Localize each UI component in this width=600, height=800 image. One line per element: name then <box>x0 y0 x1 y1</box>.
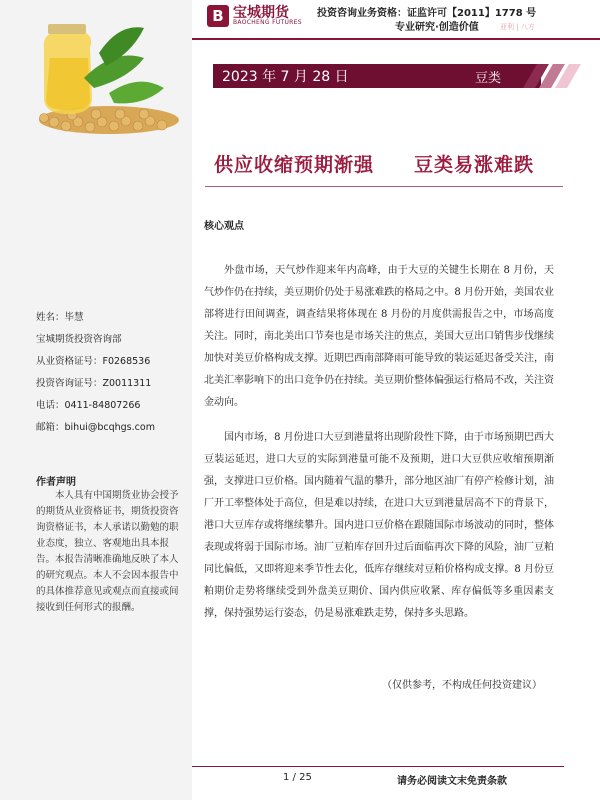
header-divider <box>192 38 600 40</box>
analyst-department: 宝城期货投资咨询部 <box>36 334 122 345</box>
logo-mark-icon: B <box>207 5 229 27</box>
analyst-email[interactable]: 邮箱：bihui@bcqhgs.com <box>36 422 155 433</box>
author-statement-text: 本人具有中国期货业协会授予的期货从业资格证书，期货投资咨询资格证书，本人承诺以勤勉的职业态度，独立、客观地出具本报告。本报告清晰准确地反映了本人的研究观点。本人不会因本报告中的具体推荐意见或观点而直接或间接收到任何形式的报酬。 <box>36 490 179 613</box>
soybean-oil-photo <box>14 18 184 138</box>
analyst-consulting-cert: 投资咨询证号：Z0011311 <box>36 378 152 389</box>
slogan-text: 专业研究·创造价值 <box>395 22 479 33</box>
report-category: 豆类 <box>475 71 502 86</box>
company-logo <box>207 2 302 30</box>
author-statement-title: 作者声明 <box>36 477 76 488</box>
analyst-name: 姓名：毕慧 <box>36 312 84 323</box>
section-heading: 核心观点 <box>204 221 244 232</box>
analyst-phone: 电话：0411-84807266 <box>36 400 141 411</box>
analyst-qualification: 从业资格证号：F0268536 <box>36 356 151 367</box>
paragraph-overseas: 外盘市场，天气炒作迎来年内高峰，由于大豆的关键生长期在 8 月份，天气炒作仍在持续，美豆期价仍处于易涨难跌的格局之中。8 月份开始，美国农业部将进行田间调查，调查结果将体现在 8 月份的月度供需报告之中，市场高度关注。同时，南北美出口节奏也是市场关注的焦点，美国大豆出口销售步伐继续加快对美豆价格构成支撑。近期巴西南部降雨可能导致的装运延迟备受关注，南北美汇率影响下的出口竞争仍在持续。美豆期价整体偏强运行格局不改，关注资金动向。 <box>204 265 554 408</box>
title-divider <box>205 186 563 187</box>
license-text: 投资咨询业务资格：证监许可【2011】1778 号 <box>317 8 537 19</box>
logo-name-cn: 宝城期货 <box>233 5 289 21</box>
disclaimer-note: （仅供参考，不构成任何投资建议） <box>382 680 542 691</box>
report-date: 2023 年 7 月 28 日 <box>222 69 349 85</box>
logo-name-en: BAOCHENG FUTURES <box>233 19 302 26</box>
header-faint-text: 亚利 | 八方 <box>500 23 535 31</box>
report-title: 供应收缩预期渐强 豆类易涨难跌 <box>214 154 535 176</box>
page-number: 1 / 25 <box>283 772 312 783</box>
footer-divider <box>192 766 564 767</box>
footer-disclaimer-link[interactable]: 请务必阅读文末免责条款 <box>397 776 507 787</box>
paragraph-domestic: 国内市场，8 月份进口大豆到港量将出现阶段性下降，由于市场预期巴西大豆装运延迟，进口大豆的实际到港量可能不及预期，进口大豆供应收缩预期渐强，支撑进口豆价格。国内随着气温的攀升，部分地区油厂有停产检修计划，油厂开工率整体处于高位，但是难以持续，在进口大豆到港量居高不下的背景下，港口大豆库存或将继续攀升。国内进口豆价格在跟随国际市场波动的同时，整体表现或将弱于国际市场。油厂豆粕库存回升过后面临再次下降的风险，油厂豆粕同比偏低，又即将迎来季节性去化，低库存继续对豆粕价格构成支撑。8 月份豆粕期价走势将继续受到外盘美豆期价、国内供应收紧、库存偏低等多重因素支撑，保持强势运行姿态，仍是易涨难跌走势，保持多头思路。 <box>204 432 554 619</box>
